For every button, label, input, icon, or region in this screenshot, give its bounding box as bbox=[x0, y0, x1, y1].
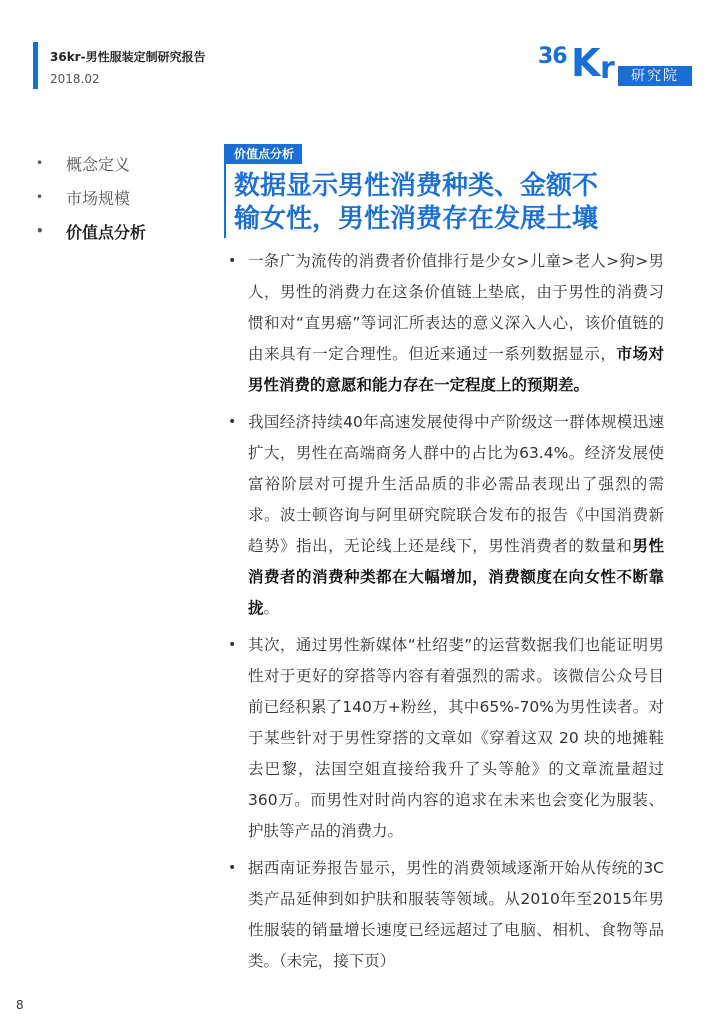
bullet-icon: • bbox=[228, 253, 237, 269]
paragraph-emphasis: 市场对男性消费的意愿和能力存在一定程度上的预期差。 bbox=[248, 345, 664, 394]
paragraph-text: 一条广为流传的消费者价值排行是少女>儿童>老人>狗>男人，男性的消费力在这条价值链上垫底，由于男性的消费习惯和对“直男癌”等词汇所表达的意义深入人心，该价值链的由来具有一定合理性。但近来通过一系列数据显示，市场对男性消费的意愿和能力存在一定程度上的预期差。 bbox=[248, 252, 664, 394]
paragraph bbox=[228, 246, 664, 401]
logo-tagline: 研究院 bbox=[618, 66, 692, 86]
bullet-icon: • bbox=[36, 190, 44, 204]
sidebar-item-label: 市场规模 bbox=[66, 188, 131, 208]
headline-line-2: 输女性，男性消费存在发展土壤 bbox=[234, 204, 599, 234]
bullet-icon: • bbox=[36, 224, 44, 238]
sidebar-item-value-analysis[interactable] bbox=[36, 214, 206, 248]
paragraph bbox=[228, 853, 664, 977]
logo-36: 36 bbox=[538, 44, 567, 69]
page-number: 8 bbox=[16, 998, 24, 1012]
paragraph-text: 据西南证券报告显示，男性的消费领域逐渐开始从传统的3C类产品延伸到如护肤和服装等领域。从2010年至2015年男性服装的销量增长速度已经远超过了电脑、相机、食物等品类。（未完，接下页） bbox=[248, 859, 664, 970]
sidebar-item-label: 概念定义 bbox=[66, 154, 131, 174]
bullet-icon: • bbox=[228, 637, 237, 653]
sidebar-nav bbox=[36, 146, 206, 248]
report-date: 2018.02 bbox=[50, 72, 100, 86]
paragraph bbox=[228, 630, 664, 847]
body-content bbox=[228, 246, 664, 983]
report-title: 36kr-男性服装定制研究报告 bbox=[50, 50, 206, 64]
logo-r: r bbox=[600, 51, 615, 86]
section-headline bbox=[234, 170, 674, 236]
paragraph-emphasis: 男性消费者的消费种类都在大幅增加，消费额度在向女性不断靠拢 bbox=[248, 537, 664, 617]
paragraph bbox=[228, 407, 664, 624]
paragraph-text: 我国经济持续40年高速发展使得中产阶级这一群体规模迅速扩大，男性在高端商务人群中的占比为63.4%。经济发展使富裕阶层对可提升生活品质的非必需品表现出了强烈的需求。波士顿咨询与阿里研究院联合发布的报告《中国消费新趋势》指出，无论线上还是线下，男性消费者的数量和男性消费者的消费种类都在大幅增加，消费额度在向女性不断靠拢。 bbox=[248, 413, 664, 617]
bullet-icon: • bbox=[36, 156, 44, 170]
section-tag: 价值点分析 bbox=[226, 144, 302, 164]
sidebar-item-concept[interactable] bbox=[36, 146, 206, 180]
logo-k: K bbox=[571, 41, 601, 85]
bullet-icon: • bbox=[228, 860, 237, 876]
sidebar-item-label: 价值点分析 bbox=[66, 222, 147, 242]
logo bbox=[538, 41, 694, 88]
header-accent-bar bbox=[33, 42, 38, 89]
headline-line-1: 数据显示男性消费种类、金额不 bbox=[234, 171, 599, 201]
sidebar-item-market-size[interactable] bbox=[36, 180, 206, 214]
paragraph-text: 其次，通过男性新媒体“杜绍斐”的运营数据我们也能证明男性对于更好的穿搭等内容有着强烈的需求。该微信公众号目前已经积累了140万+粉丝，其中65%-70%为男性读者。对于某些针对于男性穿搭的文章如《穿着这双 20 块的地摊鞋去巴黎，法国空姐直接给我升了头等舱》的文章流量超过360万。而男性对时尚内容的追求在未来也会变化为服装、护肤等产品的消费力。 bbox=[248, 636, 664, 840]
bullet-icon: • bbox=[228, 414, 237, 430]
